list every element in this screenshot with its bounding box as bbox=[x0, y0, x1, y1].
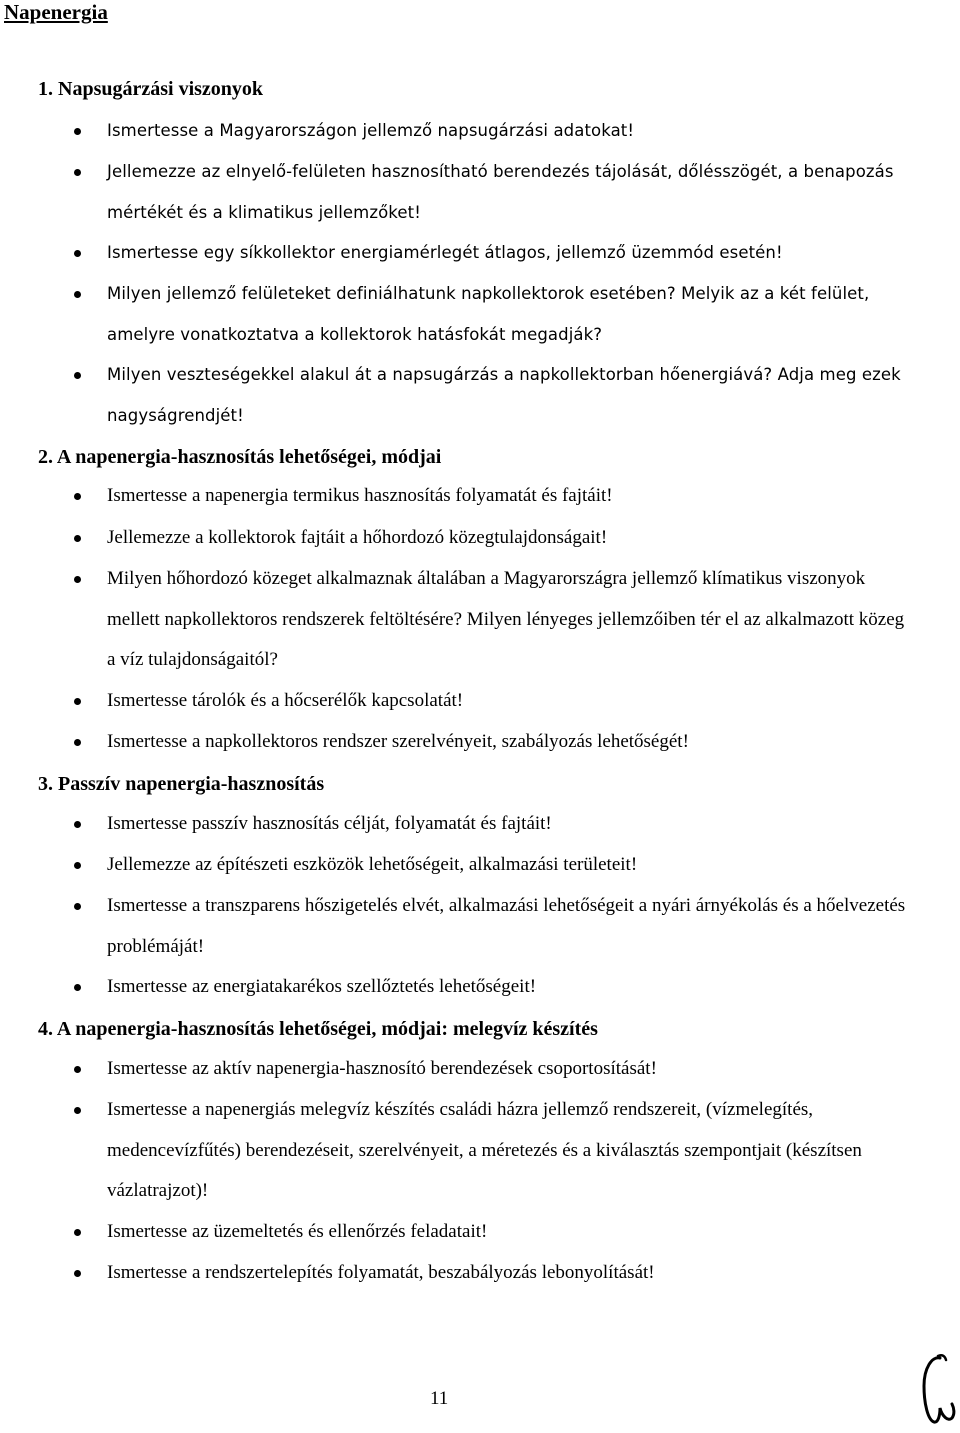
list-item: Ismertesse a napenergia termikus hasznosítás folyamatát és fajtáit! bbox=[107, 476, 907, 517]
list-item: Jellemezze az elnyelő-felületen hasznosítható berendezés tájolását, dőlésszögét, a benapozás mértékét és a klimatikus jellemzőket! bbox=[107, 152, 907, 233]
list-item: Ismertesse a rendszertelepítés folyamatát, beszabályozás lebonyolítását! bbox=[107, 1253, 907, 1294]
list-item: Jellemezze a kollektorok fajtáit a hőhordozó közegtulajdonságait! bbox=[107, 518, 907, 559]
page-title: Napenergia bbox=[4, 0, 108, 24]
list-item: Ismertesse a napkollektoros rendszer szerelvényeit, szabályozás lehetőségét! bbox=[107, 722, 907, 763]
list-item: Milyen veszteségekkel alakul át a napsugárzás a napkollektorban hőenergiává? Adja meg ezek nagyságrendjét! bbox=[107, 355, 907, 436]
list-item: Ismertesse a Magyarországon jellemző napsugárzási adatokat! bbox=[107, 111, 907, 152]
list-item: Ismertesse az aktív napenergia-hasznosító berendezések csoportosítását! bbox=[107, 1049, 907, 1090]
list-item: Ismertesse az energiatakarékos szellőztetés lehetőségeit! bbox=[107, 967, 907, 1008]
section-3-heading: 3. Passzív napenergia-hasznosítás bbox=[38, 773, 325, 795]
page-number: 11 bbox=[430, 1388, 449, 1409]
list-item: Milyen hőhordozó közeget alkalmaznak általában a Magyarországra jellemző klímatikus viszonyok mellett napkollektoros rendszerek feltöltésére? Milyen lényeges jellemzőiben tér el az alkalmazott közeg a víz tulajdonságaitól? bbox=[107, 559, 907, 681]
list-item: Ismertesse a transzparens hőszigetelés elvét, alkalmazási lehetőségeit a nyári árnyékolás és a hőelvezetés problémáját! bbox=[107, 886, 907, 967]
list-item: Ismertesse tárolók és a hőcserélők kapcsolatát! bbox=[107, 681, 907, 722]
list-item: Ismertesse a napenergiás melegvíz készítés családi házra jellemző rendszereit, (vízmelegítés, medencevízfűtés) berendezéseit, szerelvényeit, a méretezés és a kiválasztás szempontjait (készítsen vázlatrajzot)! bbox=[107, 1090, 907, 1212]
list-item: Milyen jellemző felületeket definiálhatunk napkollektorok esetében? Melyik az a két felület, amelyre vonatkoztatva a kollektorok hatásfokát megadják? bbox=[107, 274, 907, 355]
list-item: Ismertesse passzív hasznosítás célját, folyamatát és fajtáit! bbox=[107, 804, 907, 845]
list-item: Ismertesse egy síkkollektor energiamérlegét átlagos, jellemző üzemmód esetén! bbox=[107, 233, 907, 274]
section-1-heading: 1. Napsugárzási viszonyok bbox=[38, 78, 264, 100]
list-item: Ismertesse az üzemeltetés és ellenőrzés feladatait! bbox=[107, 1212, 907, 1253]
list-item: Jellemezze az építészeti eszközök lehetőségeit, alkalmazási területeit! bbox=[107, 845, 907, 886]
section-4-heading: 4. A napenergia-hasznosítás lehetőségei, módjai: melegvíz készítés bbox=[38, 1018, 598, 1040]
signature-mark bbox=[918, 1350, 958, 1428]
section-2-heading: 2. A napenergia-hasznosítás lehetőségei, módjai bbox=[38, 446, 442, 468]
